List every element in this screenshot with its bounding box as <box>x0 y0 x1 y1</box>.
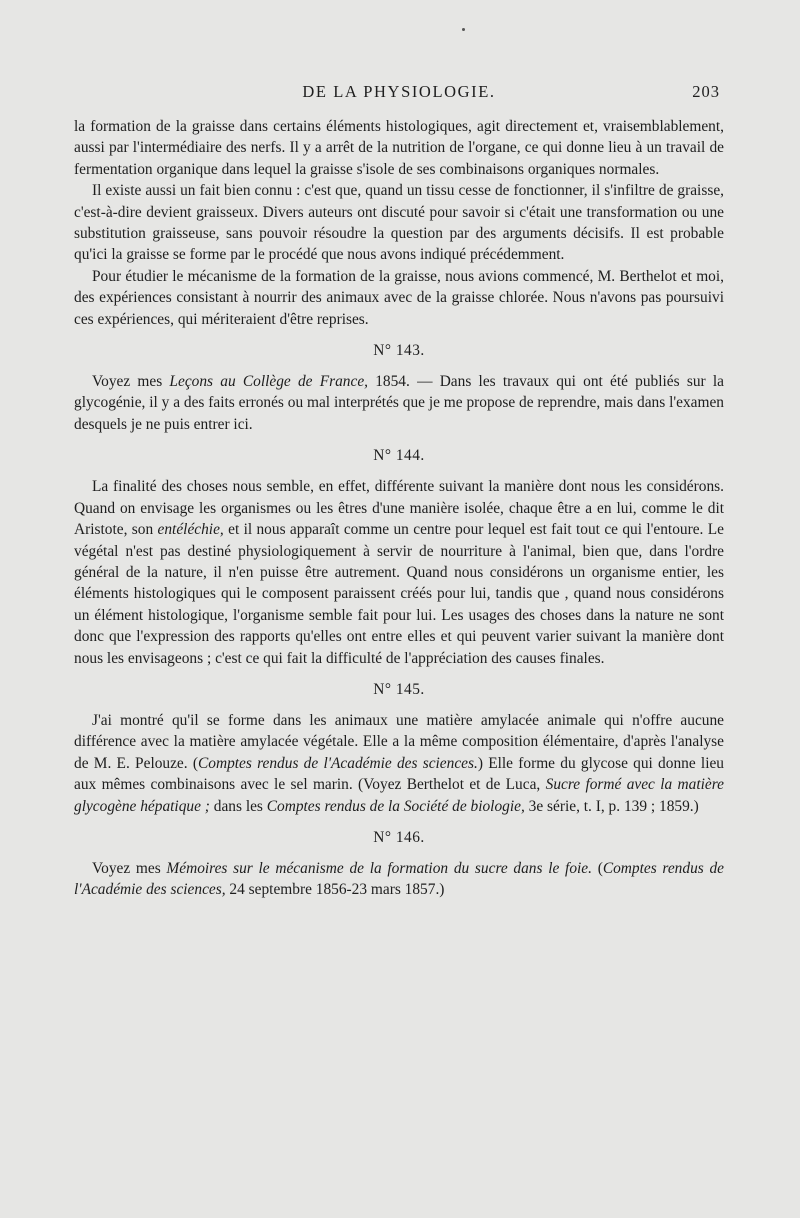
note-145-text-a: J'ai montré qu'il se forme dans les animaux une matière amylacée animale qui n'offre aucune différence avec la matière amylacée végétale. Elle a la même composition élémentaire, d'après l'analyse de M. E. Pelouze. ( <box>74 711 724 772</box>
note-heading-144: N° 144. <box>373 447 425 465</box>
note-heading-146: N° 146. <box>373 828 425 846</box>
note-144-italic: entéléchie, <box>157 521 224 539</box>
paragraph-continuation: la formation de la graisse dans certains éléments histologiques, agit directement et, vraisemblablement, aussi par l'intermédiaire des nerfs. Il y a arrêt de la nutrition de l'organe, ce qui donne lieu à un travail de fermentation organique dans lequel la graisse s'isole de ses combinaisons organiques normales. <box>74 118 724 178</box>
body-text <box>74 116 724 901</box>
note-143-italic: Leçons au Collège de France, <box>169 373 368 391</box>
paragraph-fatty-infiltration: Il existe aussi un fait bien connu : c'est que, quand un tissu cesse de fonctionner, il s'infiltre de graisse, c'est-à-dire devient graisseux. Divers auteurs ont discuté pour savoir si c'était une transformation ou une substitution graisseuse, sans pouvoir résoudre la question par des arguments décisifs. Il est probable qu'ici la graisse se forme par le procédé que nous avons indiqué précédemment. <box>74 182 724 264</box>
print-speck <box>462 28 465 31</box>
note-143-text-a: Voyez mes <box>92 373 170 391</box>
note-145-italic-1: Comptes rendus de l'Académie des sciences. <box>198 754 478 772</box>
note-144-text-b: et il nous apparaît comme un centre pour lequel est fait tout ce qui l'entoure. Le végétal n'est pas destiné physiologiquement à servir de nourriture à l'animal, bien que, dans l'ordre général de la nature, il n'en puisse être autrement. Quand nous considérons un organisme entier, les éléments histologiques qui le composent paraissent créés pour lui, tandis que , quand nous considérons un élément histologique, l'organisme semble fait pour lui. Les usages des choses dans la nature ne sont donc que l'expression des rapports qu'elles ont entre elles et qui peuvent varier suivant la manière dont nous les envisageons ; c'est ce qui fait la difficulté de l'appréciation des causes finales. <box>74 521 724 667</box>
page-header <box>74 82 724 106</box>
note-146-text-b: ( <box>591 859 603 877</box>
paragraph-chlorinated-fat: Pour étudier le mécanisme de la formation de la graisse, nous avions commencé, M. Berthelot et moi, des expériences consistant à nourrir des animaux avec de la graisse chlorée. Nous n'avons pas poursuivi ces expériences, qui mériteraient d'être reprises. <box>74 267 724 328</box>
page-number: 203 <box>692 82 720 101</box>
note-143-text <box>74 371 724 435</box>
note-146-text-c: 24 septembre 1856-23 mars 1857.) <box>225 881 445 899</box>
note-145-italic-2: Sucre formé avec la matière glycogène hépatique ; <box>74 776 725 815</box>
note-145-text-c: dans les <box>209 797 267 815</box>
note-145-text-d: 3e série, t. I, p. 139 ; 1859.) <box>524 797 699 815</box>
note-145-text <box>74 710 724 817</box>
running-head: DE LA PHYSIOLOGIE. <box>302 82 496 101</box>
note-144-text-a: La finalité des choses nous semble, en effet, différente suivant la manière dont nous les considérons. Quand on envisage les organismes ou les êtres d'une manière isolée, chaque être a en lui, comme le dit Aristote, son <box>74 478 724 539</box>
note-144-text <box>74 476 724 669</box>
note-heading-143: N° 143. <box>373 342 425 360</box>
note-145-italic-3: Comptes rendus de la Société de biologie, <box>266 797 525 815</box>
note-143-text-b: 1854. — Dans les travaux qui ont été publiés sur la glycogénie, il y a des faits erronés ou mal interprétés que je me propose de reprendre, mais dans l'examen desquels je ne puis entrer ici. <box>74 373 724 433</box>
note-heading-145: N° 145. <box>373 680 425 698</box>
note-146-italic-2: Comptes rendus de l'Académie des sciences, <box>74 859 725 899</box>
note-146-text-a: Voyez mes <box>92 859 167 877</box>
note-146-text <box>74 858 724 901</box>
note-145-text-b: ) Elle forme du glycose qui donne lieu aux mêmes combinaisons avec le sel marin. (Voyez Berthelot et de Luca, <box>74 754 724 794</box>
note-146-italic-1: Mémoires sur le mécanisme de la formation du sucre dans le foie. <box>166 859 592 877</box>
